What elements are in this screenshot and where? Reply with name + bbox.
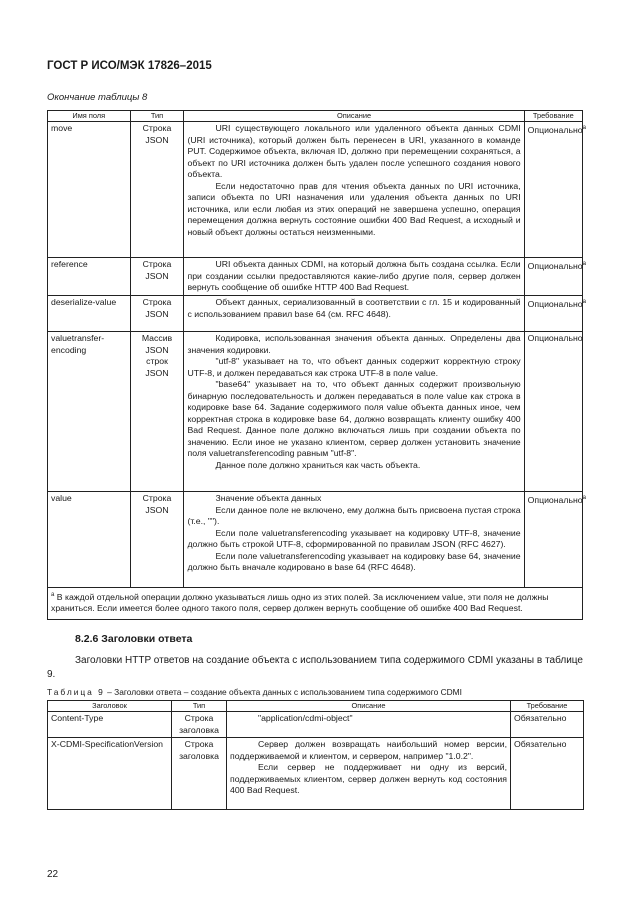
column-header: Описание xyxy=(184,111,524,122)
description-cell xyxy=(184,332,524,492)
requirement-cell xyxy=(524,296,586,332)
column-header: Заголовок xyxy=(48,701,172,712)
field-name-cell: move xyxy=(48,122,131,258)
description-cell xyxy=(184,296,524,332)
description-paragraph: URI объекта данных CDMI, на который должна быть создана ссылка. Если при создании ссылки предоставляются какие-либо другие поля, сервер должен вернуть сообщение об ошибке HTTP 400 Bad Request. xyxy=(187,259,521,292)
table-8 xyxy=(47,110,586,620)
column-header: Имя поля xyxy=(48,111,131,122)
section-paragraph: Заголовки HTTP ответов на создание объекта с использованием типа содержимого CDMI указаны в таблице 9. xyxy=(47,655,583,680)
requirement-cell: Обязательно xyxy=(511,712,584,738)
table-row xyxy=(48,296,583,332)
document-header: ГОСТ Р ИСО/МЭК 17826–2015 xyxy=(47,60,212,72)
table-9 xyxy=(47,700,584,810)
field-name-cell: valuetransfer-encoding xyxy=(48,332,131,492)
table-header-row xyxy=(48,701,584,712)
table-row xyxy=(48,332,583,492)
description-paragraph: Если данное поле не включено, ему должна быть присвоена пустая строка (т.е., ""). xyxy=(187,504,521,526)
field-name-cell: value xyxy=(48,492,131,588)
requirement-text: Опционально xyxy=(527,298,583,309)
footnote-mark: a xyxy=(582,299,586,305)
description-paragraph: Кодировка, использованная значения объекта данных. Определены два значения кодировки. xyxy=(187,333,521,355)
description-cell xyxy=(184,122,524,258)
description-paragraph: Данное поле должно храниться как часть объекта. xyxy=(215,459,421,470)
requirement-cell xyxy=(524,122,586,258)
field-name-cell: deserialize-value xyxy=(48,296,131,332)
description-paragraph: Если сервер не поддерживает ни одну из версий, поддерживаемых клиентом, сервер должен вернуть код состояния 400 Bad Request. xyxy=(230,762,507,795)
description-paragraph: "application/cdmi-object" xyxy=(258,713,353,723)
table-header-row xyxy=(48,111,583,122)
field-type-cell: Строка JSON xyxy=(130,122,184,258)
table-footnote-row xyxy=(48,588,583,620)
table-row xyxy=(48,738,584,810)
description-paragraph: Объект данных, сериализованный в соответствии с гл. 15 и кодированный с использованием правил base 64 (см. RFC 4648). xyxy=(187,297,521,319)
requirement-text: Опционально xyxy=(527,333,583,343)
section-title: 8.2.6 Заголовки ответа xyxy=(75,633,193,645)
requirement-text: Опционально xyxy=(527,260,583,271)
description-paragraph: Если недостаточно прав для чтения объекта данных по URI источника, записи объекта по URI назначения или удаления объекта данных по URI источника, или если любая из этих операций не завершена успешно, операция перемещения должна вернуть состояние ошибки 400 Bad Request, а исходный и новый объект должны остаться неизменными. xyxy=(187,180,521,237)
requirement-cell xyxy=(524,332,582,492)
footnote-mark: a xyxy=(51,592,55,598)
description-cell xyxy=(227,738,511,810)
description-cell xyxy=(227,712,511,738)
header-name-cell: X-CDMI-SpecificationVersion xyxy=(48,738,172,810)
requirement-text: Опционально xyxy=(527,494,583,505)
requirement-cell xyxy=(524,258,586,296)
table-row xyxy=(48,712,584,738)
field-name-cell: reference xyxy=(48,258,131,296)
field-type-cell: Строка JSON xyxy=(130,296,184,332)
column-header: Тип xyxy=(130,111,184,122)
field-type-cell: Строка JSON xyxy=(130,492,184,588)
description-paragraph: "utf-8" указывает на то, что объект данных содержит корректную строку UTF-8, и должен передаваться как строка UTF-8 в поле value. xyxy=(187,356,521,378)
description-cell xyxy=(184,258,524,296)
description-paragraph: Значение объекта данных xyxy=(215,493,322,503)
table9-caption xyxy=(47,687,462,697)
header-name-cell: Content-Type xyxy=(48,712,172,738)
requirement-text: Опционально xyxy=(527,124,583,135)
header-type-cell: Строка заголовка xyxy=(172,738,227,810)
column-header: Описание xyxy=(227,701,511,712)
footnote-mark: a xyxy=(582,261,586,267)
requirement-cell xyxy=(524,492,586,588)
table-row xyxy=(48,492,583,588)
footnote-text: В каждой отдельной операции должно указываться лишь одно из этих полей. За исключением value, эти поля не должны храниться. Если имеется более одного такого поля, сервер должен вернуть сообщение об ошибке 400 Bad Request. xyxy=(51,591,549,614)
footnote-mark: a xyxy=(582,125,586,131)
column-header: Требование xyxy=(511,701,584,712)
description-paragraph: Сервер должен возвращать наибольший номер версии, поддерживаемой и клиентом, и сервером, например "1.0.2". xyxy=(230,739,507,761)
description-paragraph: Если поле valuetransferencoding указывает на кодировку UTF-8, значение должно быть строкой UTF-8, сформированной по правилам JSON (RFC 4627). xyxy=(187,527,521,549)
description-paragraph: Если поле valuetransferencoding указывает на кодировку base 64, значение должно быть вначале кодировано в base 64 (RFC 4648). xyxy=(187,550,521,572)
table-row xyxy=(48,258,583,296)
page-number: 22 xyxy=(47,869,59,880)
footnote-mark: a xyxy=(582,495,586,501)
table8-caption: Окончание таблицы 8 xyxy=(47,92,148,103)
field-type-cell: Массив JSON строк JSON xyxy=(130,332,184,492)
description-cell xyxy=(184,492,524,588)
description-paragraph: "base64" указывает на то, что объект данных содержит произвольную бинарную последовательность и должен передаваться в поле value как строка в кодировке base 64. Задание содержимого поля value объекта данных иное, чем корректная строка в кодировке base 64, должно возвращать клиенту ошибку 400 Bad Request. Данное поле должно включаться лишь при создании объекта по значению. Если иное не указано клиентом, сервер должен установить значение поля valuetransferencoding равным "utf-8". xyxy=(187,379,521,458)
header-type-cell: Строка заголовка xyxy=(172,712,227,738)
table9-caption-label: Таблица 9 xyxy=(47,687,105,697)
requirement-cell: Обязательно xyxy=(511,738,584,810)
column-header: Требование xyxy=(524,111,582,122)
column-header: Тип xyxy=(172,701,227,712)
table9-caption-text: – Заголовки ответа – создание объекта данных с использованием типа содержимого CDMI xyxy=(104,687,462,697)
table-footnote xyxy=(48,588,583,620)
description-paragraph: URI существующего локального или удаленного объекта данных CDMI (URI источника), который должен быть перенесен в URI, указанного в команде PUT. Содержимое объекта, включая ID, должно при перемещении сохраняться, а объект по URI источника должен быть удален после успешного создания нового объекта. xyxy=(187,123,521,179)
table-row xyxy=(48,122,583,258)
field-type-cell: Строка JSON xyxy=(130,258,184,296)
